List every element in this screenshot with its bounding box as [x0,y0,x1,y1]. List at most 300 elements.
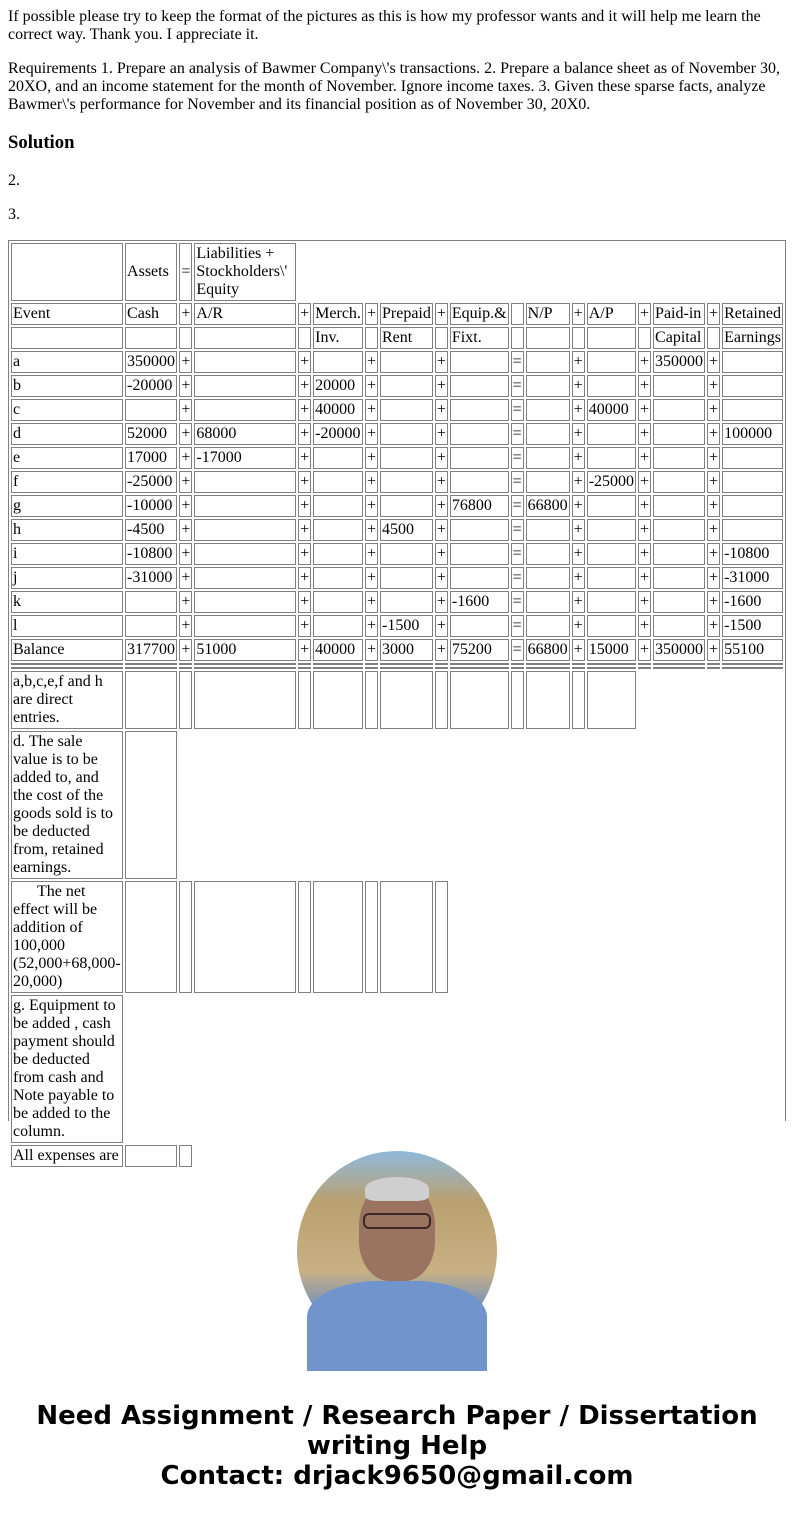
value-cell: = [511,351,524,373]
header-cell [298,327,311,349]
note-empty-cell [298,671,311,729]
value-cell: + [638,615,651,637]
value-cell: + [707,495,720,517]
value-cell: + [707,615,720,637]
value-cell: + [179,423,192,445]
value-cell: -10800 [125,543,177,565]
value-cell [526,375,570,397]
value-cell: + [435,351,448,373]
header-cell: Paid-in [653,303,705,325]
value-cell: + [179,591,192,613]
value-cell: + [365,591,378,613]
value-cell: -10000 [125,495,177,517]
value-cell: 20000 [313,375,363,397]
value-cell: + [572,375,585,397]
value-cell [653,471,705,493]
value-cell: + [298,447,311,469]
rule-cell [638,663,651,665]
value-cell: = [511,591,524,613]
event-cell: d [11,423,123,445]
value-cell: + [638,519,651,541]
value-cell: -1600 [722,591,783,613]
note-empty-cell [194,671,296,729]
rule-cell [11,667,123,669]
value-cell: + [365,567,378,589]
contact-banner [8,1401,786,1491]
value-cell [722,351,783,373]
value-cell: + [365,375,378,397]
rule-cell [179,667,192,669]
rule-cell [526,667,570,669]
table-row [11,423,783,445]
value-cell: + [298,351,311,373]
value-cell: = [511,399,524,421]
value-cell [587,519,636,541]
value-cell: -4500 [125,519,177,541]
value-cell: + [298,639,311,661]
event-cell: i [11,543,123,565]
value-cell [526,591,570,613]
value-cell: + [435,567,448,589]
header-cell [11,327,123,349]
rule-cell [194,667,296,669]
rule-cell [194,663,296,665]
event-cell: h [11,519,123,541]
value-cell [653,375,705,397]
value-cell [526,399,570,421]
value-cell: -31000 [125,567,177,589]
value-cell [450,615,509,637]
transaction-analysis-table-container [8,240,786,1164]
rule-cell [572,663,585,665]
table-row [11,543,783,565]
value-cell [526,447,570,469]
value-cell [313,351,363,373]
value-cell: + [638,423,651,445]
value-cell: + [298,543,311,565]
value-cell: + [298,495,311,517]
header-cell: N/P [526,303,570,325]
value-cell [526,519,570,541]
step-3: 3. [8,206,20,223]
value-cell [587,543,636,565]
value-cell [450,519,509,541]
value-cell [653,495,705,517]
value-cell [313,567,363,589]
note-empty-cell [313,671,363,729]
value-cell: + [707,543,720,565]
value-cell: + [298,519,311,541]
value-cell [526,615,570,637]
value-cell: -17000 [194,447,296,469]
value-cell: + [435,495,448,517]
table-row [11,447,783,469]
value-cell: + [298,591,311,613]
value-cell [313,519,363,541]
table-header-row [11,327,783,349]
note-empty-cell [511,671,524,729]
value-cell [587,375,636,397]
value-cell: 15000 [587,639,636,661]
value-cell: + [707,447,720,469]
value-cell: + [365,351,378,373]
rule-cell [380,663,433,665]
value-cell: + [298,375,311,397]
value-cell: + [179,567,192,589]
value-cell: 3000 [380,639,433,661]
value-cell: + [707,591,720,613]
value-cell [194,567,296,589]
value-cell [194,375,296,397]
value-cell [194,399,296,421]
note-empty-cell [179,881,192,993]
note-text: a,b,c,e,f and h are direct entries. [11,671,123,729]
value-cell [380,567,433,589]
rule-cell [707,667,720,669]
header-cell: Prepaid [380,303,433,325]
value-cell [653,519,705,541]
value-cell: + [179,543,192,565]
event-cell: f [11,471,123,493]
note-empty-cell [365,671,378,729]
value-cell [722,399,783,421]
table-row [11,591,783,613]
requirements-text: Requirements 1. Prepare an analysis of Bawmer Company\'s transactions. 2. Prepare a balance sheet as of November 30, 20XO, and an income statement for the month of November. Ignore income taxes. 3. Given these sparse facts, analyze Bawmer\'s performance for November and its financial position as of November 30, 20X0. [8,60,780,113]
header-cell: Rent [380,327,433,349]
header-cell: + [572,303,585,325]
value-cell [450,543,509,565]
value-cell: + [707,423,720,445]
rule-cell [125,663,177,665]
value-cell [722,519,783,541]
header-cell [511,327,524,349]
value-cell: + [572,519,585,541]
header-cell [638,327,651,349]
value-cell [125,591,177,613]
value-cell: + [435,615,448,637]
note-empty-cell [450,671,509,729]
note-row [11,731,783,879]
value-cell: + [179,447,192,469]
header-cell [179,327,192,349]
value-cell [313,495,363,517]
value-cell: 66800 [526,639,570,661]
note-empty-cell [572,671,585,729]
value-cell: 75200 [450,639,509,661]
value-cell: + [179,351,192,373]
value-cell: + [638,543,651,565]
value-cell: + [572,471,585,493]
value-cell: + [365,471,378,493]
note-empty-cell [365,881,378,993]
value-cell: + [707,471,720,493]
value-cell: 350000 [653,639,705,661]
value-cell [653,615,705,637]
value-cell: + [638,399,651,421]
value-cell [450,423,509,445]
rule-cell [313,663,363,665]
author-photo [297,1151,497,1351]
event-cell: c [11,399,123,421]
value-cell: + [179,495,192,517]
value-cell [722,447,783,469]
header-cell: Equip.& [450,303,509,325]
value-cell [587,495,636,517]
value-cell: + [365,639,378,661]
value-cell [380,543,433,565]
rule-cell [298,667,311,669]
note-empty-cell [380,881,433,993]
value-cell [587,615,636,637]
value-cell [526,543,570,565]
value-cell: + [179,471,192,493]
table-row [11,375,783,397]
value-cell: + [365,447,378,469]
value-cell [450,399,509,421]
double-rule-row [11,667,783,669]
value-cell: = [511,615,524,637]
table-row [11,471,783,493]
rule-cell [125,667,177,669]
value-cell: 40000 [587,399,636,421]
value-cell: + [435,543,448,565]
step-2: 2. [8,172,20,189]
top-header-cell: Liabilities + Stockholders\' Equity [194,243,296,301]
value-cell: + [179,399,192,421]
value-cell: + [572,543,585,565]
value-cell: + [638,639,651,661]
header-cell: + [179,303,192,325]
rule-cell [450,663,509,665]
value-cell: + [298,399,311,421]
value-cell: + [365,399,378,421]
value-cell: = [511,495,524,517]
value-cell [125,399,177,421]
value-cell: 317700 [125,639,177,661]
value-cell: = [511,471,524,493]
value-cell: + [638,567,651,589]
value-cell [653,423,705,445]
top-header-cell [11,243,123,301]
value-cell: + [707,639,720,661]
value-cell [194,615,296,637]
value-cell: -1600 [450,591,509,613]
value-cell: + [179,639,192,661]
note-empty-cell [125,881,177,993]
value-cell [526,567,570,589]
value-cell: 350000 [125,351,177,373]
value-cell [380,399,433,421]
value-cell: -1500 [380,615,433,637]
value-cell: + [572,423,585,445]
value-cell: -1500 [722,615,783,637]
value-cell [380,471,433,493]
value-cell [722,471,783,493]
table-row [11,519,783,541]
header-cell: + [435,303,448,325]
value-cell: 68000 [194,423,296,445]
rule-cell [11,663,123,665]
value-cell [526,351,570,373]
value-cell: + [638,375,651,397]
value-cell [450,447,509,469]
contact-line: Contact: drjack9650@gmail.com [160,1461,634,1491]
table-row [11,615,783,637]
value-cell: 76800 [450,495,509,517]
value-cell: 40000 [313,639,363,661]
note-text: The net effect will be addition of 100,000 (52,000+68,000-20,000) [11,881,123,993]
rule-cell [587,663,636,665]
event-cell: Balance [11,639,123,661]
value-cell: 17000 [125,447,177,469]
note-empty-cell [125,671,177,729]
header-cell: Earnings [722,327,783,349]
value-cell: 52000 [125,423,177,445]
value-cell [450,567,509,589]
table-row [11,495,783,517]
value-cell: + [572,615,585,637]
value-cell: -10800 [722,543,783,565]
note-empty-cell [298,881,311,993]
value-cell: 100000 [722,423,783,445]
value-cell: + [365,519,378,541]
value-cell: + [707,519,720,541]
value-cell: 55100 [722,639,783,661]
value-cell: + [365,543,378,565]
event-cell: a [11,351,123,373]
header-cell: Inv. [313,327,363,349]
header-cell: Merch. [313,303,363,325]
value-cell [313,471,363,493]
value-cell: + [638,351,651,373]
header-cell [707,327,720,349]
value-cell: + [572,591,585,613]
table-row [11,399,783,421]
value-cell: + [365,615,378,637]
rule-cell [722,667,783,669]
value-cell: = [511,447,524,469]
value-cell: + [572,495,585,517]
value-cell: + [572,639,585,661]
rule-cell [179,663,192,665]
value-cell: + [572,447,585,469]
value-cell: = [511,519,524,541]
header-cell [526,327,570,349]
rule-cell [511,663,524,665]
event-cell: g [11,495,123,517]
header-cell: + [365,303,378,325]
value-cell [380,447,433,469]
note-empty-cell [380,671,433,729]
header-cell [435,327,448,349]
value-cell: + [638,495,651,517]
rule-cell [526,663,570,665]
value-cell [653,447,705,469]
value-cell [587,591,636,613]
value-cell [380,591,433,613]
value-cell [653,399,705,421]
value-cell: -20000 [313,423,363,445]
note-empty-cell [526,671,570,729]
note-empty-cell [435,671,448,729]
note-empty-cell [125,1145,177,1167]
value-cell: + [435,591,448,613]
value-cell [653,567,705,589]
value-cell [194,591,296,613]
value-cell [194,519,296,541]
header-cell: Cash [125,303,177,325]
note-row [11,995,783,1143]
rule-cell [653,667,705,669]
note-empty-cell [587,671,636,729]
header-cell: + [707,303,720,325]
value-cell [313,543,363,565]
value-cell [380,375,433,397]
value-cell [587,447,636,469]
value-cell: = [511,567,524,589]
value-cell [653,543,705,565]
table-top-header [11,243,783,301]
value-cell: + [435,639,448,661]
value-cell [450,375,509,397]
value-cell: 350000 [653,351,705,373]
note-empty-cell [179,1145,192,1167]
value-cell: + [435,519,448,541]
value-cell: + [298,471,311,493]
table-row [11,351,783,373]
rule-cell [380,667,433,669]
value-cell: + [435,399,448,421]
value-cell: + [298,567,311,589]
rule-cell [511,667,524,669]
note-empty-cell [435,881,448,993]
value-cell [587,351,636,373]
value-cell [380,351,433,373]
header-cell: Capital [653,327,705,349]
value-cell [125,615,177,637]
value-cell [450,351,509,373]
note-empty-cell [194,881,296,993]
value-cell: + [179,615,192,637]
rule-cell [365,667,378,669]
note-text: g. Equipment to be added , cash payment should be deducted from cash and Note payable to be added to the column. [11,995,123,1143]
top-header-cell: Assets [125,243,177,301]
note-text: d. The sale value is to be added to, and the cost of the goods sold is to be deducted from, retained earnings. [11,731,123,879]
value-cell [526,423,570,445]
value-cell: + [572,399,585,421]
double-rule-row [11,663,783,665]
rule-cell [707,663,720,665]
help-line: Need Assignment / Research Paper / Dissertation writing Help [36,1401,758,1461]
note-empty-cell [179,671,192,729]
rule-cell [587,667,636,669]
value-cell: + [435,423,448,445]
value-cell: + [572,351,585,373]
value-cell [194,471,296,493]
event-cell: l [11,615,123,637]
value-cell: + [298,423,311,445]
table-row [11,567,783,589]
table-header-row [11,303,783,325]
value-cell: -25000 [587,471,636,493]
value-cell: 51000 [194,639,296,661]
table-row [11,639,783,661]
value-cell: + [298,615,311,637]
value-cell [587,423,636,445]
value-cell: + [365,495,378,517]
value-cell [194,351,296,373]
header-cell [365,327,378,349]
